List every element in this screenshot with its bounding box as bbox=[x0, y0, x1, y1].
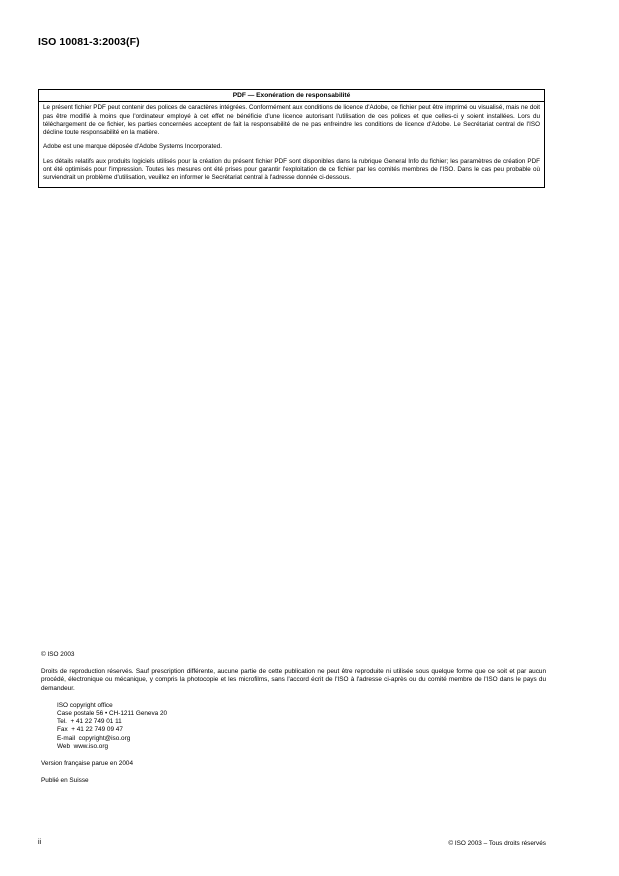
document-id: ISO 10081-3:2003(F) bbox=[38, 36, 140, 48]
copyright-line: © ISO 2003 bbox=[41, 651, 75, 658]
address-line-postal: Case postale 56 • CH-1211 Geneva 20 bbox=[57, 710, 168, 718]
page-number: ii bbox=[38, 839, 42, 846]
address-line-email: E-mail copyright@iso.org bbox=[57, 734, 131, 742]
disclaimer-paragraph-details: Les détails relatifs aux produits logiciels utilisés pour la création du présent fichier PDF sont disponibles dans la rubrique General Info du fichier; les paramètres de création PDF ont été optimisés pour l'impression. Toutes les mesures ont été prises pour garantir l'exploitation de ce fichier par les comités membres de l'ISO. Dans le cas peu probable où surviendrait un problème d'utilisation, veuillez en informer le Secrétariat central à l'adresse donnée ci-dessous. bbox=[43, 157, 540, 182]
version-line: Version française parue en 2004 bbox=[41, 760, 134, 768]
copyright-block bbox=[41, 651, 546, 785]
disclaimer-paragraph-adobe: Adobe est une marque déposée d'Adobe Systems Incorporated. bbox=[43, 143, 223, 151]
address-line-fax: Fax + 41 22 749 09 47 bbox=[57, 726, 123, 734]
iso-address bbox=[57, 702, 546, 751]
address-line-office: ISO copyright office bbox=[57, 701, 113, 709]
disclaimer-title: PDF — Exonération de responsabilité bbox=[39, 92, 544, 102]
address-line-web: Web www.iso.org bbox=[57, 742, 109, 750]
footer-rights: © ISO 2003 – Tous droits réservés bbox=[448, 840, 546, 847]
address-line-tel: Tel. + 41 22 749 01 11 bbox=[57, 718, 122, 726]
pdf-disclaimer-box bbox=[38, 89, 545, 188]
disclaimer-paragraph-fonts: Le présent fichier PDF peut contenir des polices de caractères intégrées. Conformément aux conditions de licence d'Adobe, ce fichier peut être imprimé ou visualisé, mais ne doit pas être modifié à moins que l'ordinateur employé à cet effet ne bénéficie d'une licence autorisant l'utilisation de ces polices et que celles-ci y soient installées. Lors du téléchargement de ce fichier, les parties concernées acceptent de fait la responsabilité de ne pas enfreindre les conditions de licence d'Adobe. Le Secrétariat central de l'ISO décline toute responsabilité en la matière. bbox=[43, 104, 540, 137]
published-line: Publié en Suisse bbox=[41, 777, 89, 785]
reproduction-rights-text: Droits de reproduction réservés. Sauf prescription différente, aucune partie de cette publication ne peut être reproduite ni utilisée sous quelque forme que ce soit et par aucun procédé, électronique ou mécanique, y compris la photocopie et les microfilms, sans l'accord écrit de l'ISO à l'adresse ci-après ou du comité membre de l'ISO dans le pays du demandeur. bbox=[41, 668, 546, 692]
